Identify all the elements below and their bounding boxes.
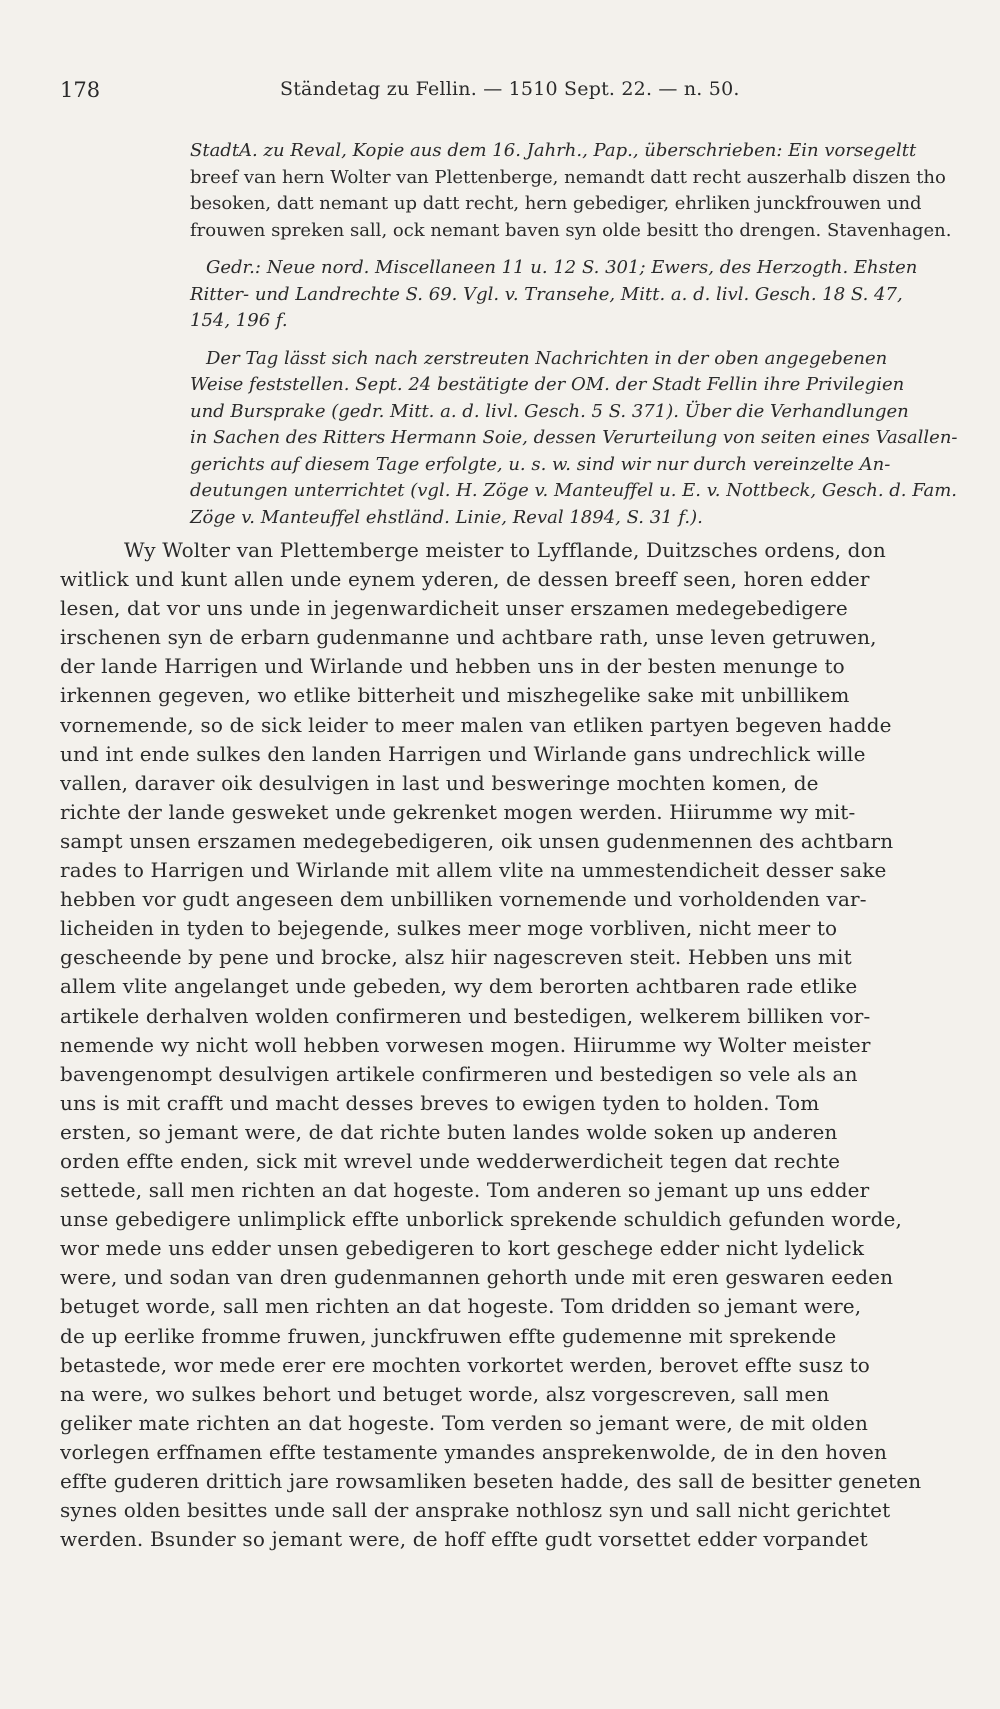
body-line: Wy Wolter van Plettemberge meister to Lyfflande, Duitzsches ordens, don	[124, 538, 886, 562]
body-line: synes olden besittes unde sall der ansprake nothlosz syn und sall nicht gerichtet	[60, 1498, 891, 1523]
body-line: und int ende sulkes den landen Harrigen und Wirlande gans undrechlick wille	[60, 741, 866, 766]
page-number: 178	[60, 78, 101, 102]
body-line: na were, wo sulkes behort und betuget worde, alsz vorgescreven, sall men	[60, 1381, 830, 1406]
page-header	[60, 78, 940, 108]
commentary-note	[190, 346, 958, 532]
body-line: lesen, dat vor uns unde in jegenwardicheit unser erszamen medegebedigere	[60, 596, 848, 621]
commentary-line: deutungen unterrichtet (vgl. H. Zöge v. Manteuffel u. E. v. Nottbeck, Gesch. d. Fam.	[190, 480, 958, 501]
body-line: vorlegen erffnamen effte testamente ymandes ansprekenwolde, de in den hoven	[60, 1439, 887, 1464]
editorial-notes	[190, 138, 958, 542]
body-line: hebben vor gudt angeseen dem unbilliken vornemende und vorholdenden var-	[60, 887, 867, 912]
body-line: nemende wy nicht woll hebben vorwesen mogen. Hiirumme wy Wolter meister	[60, 1032, 871, 1057]
body-line: effte guderen drittich jare rowsamliken beseten hadde, des sall de besitter geneten	[60, 1469, 922, 1493]
body-line: werden. Bsunder so jemant were, de hoff effte gudt vorsettet edder vorpandet	[60, 1527, 868, 1552]
body-line: settede, sall men richten an dat hogeste. Tom anderen so jemant up uns edder	[60, 1178, 870, 1203]
body-line: irschenen syn de erbarn gudenmanne und achtbare rath, unse leven getruwen,	[60, 625, 877, 650]
source-line: besoken, datt nemant up datt recht, hern gebediger, ehrliken junckfrouwen und	[190, 193, 922, 214]
source-note	[190, 138, 950, 244]
commentary-line: Zöge v. Manteuffel ehstländ. Linie, Reval 1894, S. 31 f.).	[190, 506, 703, 528]
print-line: Gedr.: Neue nord. Miscellaneen 11 u. 12 S. 301; Ewers, des Herzogth. Ehsten	[206, 257, 918, 278]
body-line: uns is mit crafft und macht desses breves to ewigen tyden to holden. Tom	[60, 1090, 820, 1115]
body-line: irkennen gegeven, wo etlike bitterheit und miszhegelike sake mit unbillikem	[60, 683, 850, 708]
print-line: 154, 196 f.	[190, 310, 288, 331]
body-line: bavengenompt desulvigen artikele confirmeren und bestedigen so vele als an	[60, 1061, 858, 1086]
body-line: gescheende by pene und brocke, alsz hiir nagescreven steit. Hebben uns mit	[60, 945, 852, 970]
body-line: licheiden in tyden to bejegende, sulkes meer moge vorbliven, nicht meer to	[60, 916, 838, 941]
commentary-line: Der Tag lässt sich nach zerstreuten Nachrichten in der oben angegebenen	[206, 347, 888, 369]
commentary-line: in Sachen des Ritters Hermann Soie, dessen Verurteilung von seiten eines Vasallen-	[190, 427, 958, 448]
print-line: Ritter- und Landrechte S. 69. Vgl. v. Transehe, Mitt. a. d. livl. Gesch. 18 S. 47,	[190, 283, 903, 305]
charter-text	[60, 536, 940, 1554]
body-line: ersten, so jemant were, de dat richte buten landes wolde soken up anderen	[60, 1119, 838, 1144]
body-line: were, und sodan van dren gudenmannen gehorth unde mit eren geswaren eeden	[60, 1265, 894, 1290]
body-line: der lande Harrigen und Wirlande und hebben uns in der besten menunge to	[60, 654, 845, 679]
body-line: allem vlite angelanget unde gebeden, wy dem berorten achtbaren rade etlike	[60, 974, 858, 999]
body-line: wor mede uns edder unsen gebedigeren to kort geschege edder nicht lydelick	[60, 1236, 865, 1261]
body-line: betuget worde, sall men richten an dat hogeste. Tom dridden so jemant were,	[60, 1294, 862, 1319]
source-line: frouwen spreken sall, ock nemant baven syn olde besitt tho drengen. Stavenhagen.	[190, 219, 952, 241]
commentary-line: Weise feststellen. Sept. 24 bestätigte der OM. der Stadt Fellin ihre Privilegien	[190, 374, 905, 395]
body-line: vornemende, so de sick leider to meer malen van etliken partyen begeven hadde	[60, 712, 892, 737]
body-line: witlick und kunt allen unde eynem yderen, de dessen breeff seen, horen edder	[60, 567, 870, 592]
running-title: Ständetag zu Fellin. — 1510 Sept. 22. — n. 50.	[280, 78, 740, 100]
body-line: artikele derhalven wolden confirmeren und bestedigen, welkerem billiken vor-	[60, 1003, 871, 1028]
source-line: breef van hern Wolter van Plettenberge, nemandt datt recht auszerhalb diszen tho	[190, 166, 946, 188]
source-line: StadtA. zu Reval, Kopie aus dem 16. Jahrh., Pap., überschrieben: Ein vorsegeltt	[190, 140, 917, 161]
commentary-line: und Bursprake (gedr. Mitt. a. d. livl. Gesch. 5 S. 371). Über die Verhandlungen	[190, 400, 909, 422]
body-line: vallen, daraver oik desulvigen in last und besweringe mochten komen, de	[60, 770, 819, 795]
body-line: unse gebedigere unlimplick effte unborlick sprekende schuldich gefunden worde,	[60, 1207, 903, 1232]
body-line: de up eerlike fromme fruwen, junckfruwen effte gudemenne mit sprekende	[60, 1323, 837, 1348]
body-line: sampt unsen erszamen medegebedigeren, oik unsen gudenmennen des achtbarn	[60, 828, 894, 853]
body-line: rades to Harrigen und Wirlande mit allem vlite na ummestendicheit desser sake	[60, 858, 887, 883]
body-line: orden effte enden, sick mit wrevel unde wedderwerdicheit tegen dat rechte	[60, 1148, 841, 1173]
commentary-line: gerichts auf diesem Tage erfolgte, u. s. w. sind wir nur durch vereinzelte An-	[190, 453, 891, 475]
body-line: betastede, wor mede erer ere mochten vorkortet werden, berovet effte susz to	[60, 1352, 870, 1377]
body-line: geliker mate richten an dat hogeste. Tom verden so jemant were, de mit olden	[60, 1410, 869, 1435]
body-line: richte der lande gesweket unde gekrenket mogen werden. Hiirumme wy mit-	[60, 799, 856, 824]
print-note	[190, 255, 950, 335]
